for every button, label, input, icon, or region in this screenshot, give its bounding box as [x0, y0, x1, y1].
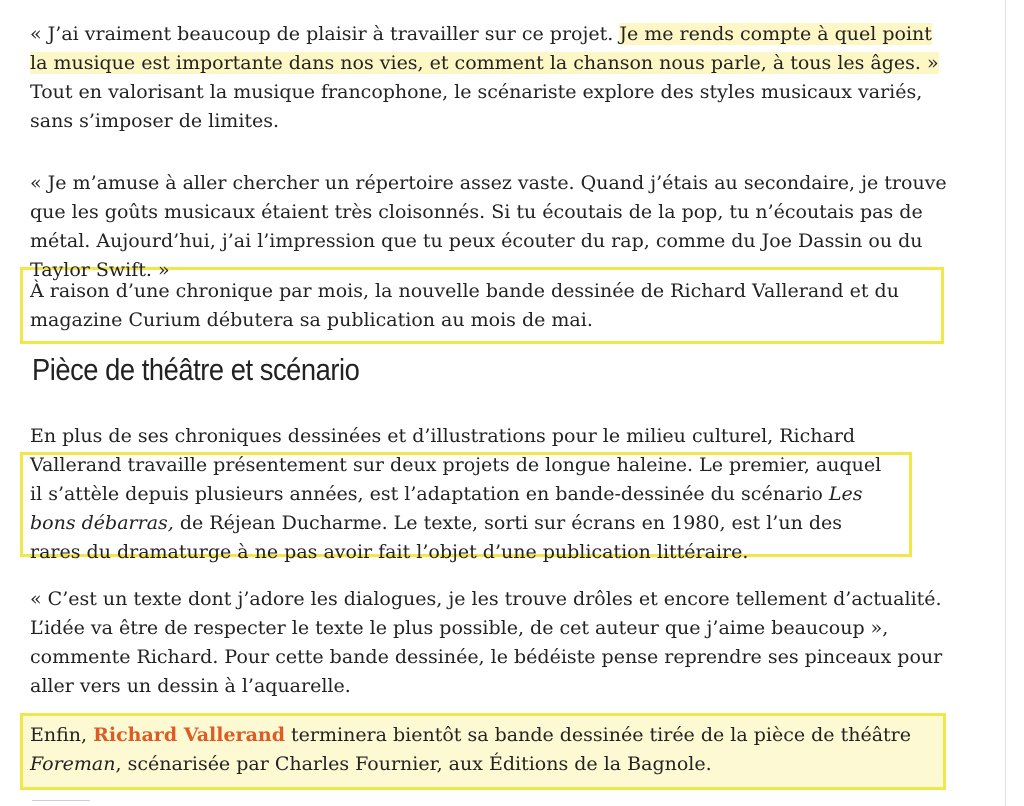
paragraph-repertoire: « Je m’amuse à aller chercher un répertoire assez vaste. Quand j’étais au secondaire, je trouve que les goûts musicaux étaient très cloisonnés. Si tu écoutais de la pop, tu n’écoutais pas de métal. Aujourd’hui, j’ai l’impression que tu peux écouter du rap, comme du Joe Dassin ou du Taylor Swift. » — [30, 172, 947, 281]
foreman-text: terminera bientôt sa bande dessinée tirée de la pièce de théâtre — [284, 724, 911, 746]
section-heading: Pièce de théâtre et scénario — [32, 352, 360, 387]
paragraph-dialogues: « C’est un texte dont j’adore les dialogues, je les trouve drôles et encore tellement d’actualité. L’idée va être de respecter le texte le plus possible, de cet auteur que j’aime beaucoup », commente Richard. Pour cette bande dessinée, le bédéiste pense reprendre ses pinceaux pour aller vers un dessin à l’aquarelle. — [30, 588, 943, 697]
quote-intro: « J’ai vraiment beaucoup de plaisir à travailler sur ce projet. — [30, 23, 620, 45]
paragraph-foreman — [30, 721, 945, 779]
quote-continuation: Tout en valorisant la musique francophone, le scénariste explore des styles musicaux variés, sans s’imposer de limites. — [30, 81, 923, 132]
projets-intro: En plus de ses chroniques dessinées et d’illustrations pour le milieu culturel, Richard Vallerand travaille présentement sur deux projets de longue haleine. — [30, 425, 856, 476]
foreman-intro: Enfin, — [30, 724, 94, 746]
projets-ducharme: de Réjean Ducharme. Le texte, sorti sur écrans en 1980, est l’un des rares du dramaturge à ne pas avoir fait l’objet d’une publication littéraire. — [30, 512, 843, 563]
title-les-bons-debarras: Les bons débarras, — [30, 483, 863, 534]
projets-premier: Le premier, auquel il s’attèle depuis plusieurs années, est l’adaptation en bande-dessinée du scénario — [30, 454, 882, 505]
page-right-border — [1005, 0, 1024, 806]
paragraph-quote-musique — [30, 20, 940, 136]
link-richard-vallerand[interactable]: Richard Vallerand — [93, 724, 285, 746]
title-foreman: Foreman — [30, 753, 116, 775]
divider — [32, 800, 90, 801]
foreman-end: , scénarisée par Charles Fournier, aux Éditions de la Bagnole. — [115, 753, 712, 775]
paragraph-projets — [30, 422, 895, 567]
paragraph-curium: À raison d’une chronique par mois, la nouvelle bande dessinée de Richard Vallerand et du magazine Curium débutera sa publication au mois de mai. — [30, 280, 899, 331]
highlighted-quote: Je me rends compte à quel point la musique est importante dans nos vies, et comment la chanson nous parle, à tous les âges. » — [30, 23, 939, 74]
